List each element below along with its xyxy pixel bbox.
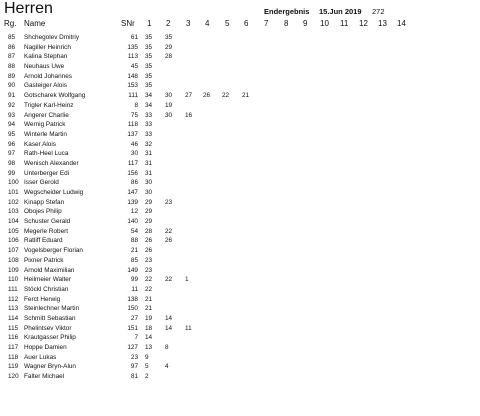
table-row: [0, 81, 480, 91]
run-1-cell: 35: [145, 43, 153, 51]
table-row: [0, 169, 480, 179]
run-1-cell: 28: [145, 227, 153, 235]
table-row: [0, 149, 480, 159]
name-cell: Vogelsberger Florian: [24, 247, 83, 255]
start-number-cell: 117: [127, 159, 138, 167]
start-number-cell: 75: [130, 111, 138, 119]
name-cell: Rath-Heel Luca: [24, 150, 69, 158]
name-cell: Wenisch Alexander: [24, 159, 79, 167]
table-row: [0, 198, 480, 208]
run-1-cell: 33: [145, 130, 153, 138]
run-1-cell: 21: [145, 305, 153, 313]
name-cell: Arnold Johannes: [24, 72, 72, 80]
rank-cell: 93: [8, 111, 16, 119]
rank-cell: 104: [8, 218, 19, 226]
table-row: [0, 304, 480, 314]
rank-cell: 101: [8, 189, 19, 196]
run-1-cell: 19: [145, 314, 153, 322]
table-row: [0, 324, 480, 334]
run-1-cell: 35: [145, 34, 153, 41]
run-2-cell: 29: [165, 43, 173, 51]
run-1-cell: 29: [145, 218, 153, 226]
table-row: [0, 372, 480, 382]
run-1-cell: 33: [145, 121, 153, 129]
rank-cell: 119: [8, 363, 19, 371]
run-2-cell: 23: [165, 198, 173, 206]
table-row: [0, 256, 480, 266]
start-number-cell: 12: [130, 208, 138, 216]
rank-cell: 88: [8, 63, 16, 71]
run-2-cell: 22: [165, 276, 173, 284]
start-number-cell: 8: [134, 101, 138, 109]
rank-cell: 99: [8, 169, 16, 177]
column-header-rank: Rg.: [4, 19, 17, 28]
rank-cell: 100: [8, 179, 19, 187]
name-cell: Unterberger Edi: [24, 169, 70, 177]
table-row: [0, 266, 480, 276]
run-2-cell: 30: [165, 111, 173, 119]
run-1-cell: 26: [145, 247, 153, 255]
run-1-cell: 35: [145, 63, 153, 71]
run-1-cell: 22: [145, 285, 153, 293]
name-cell: Ratliff Eduard: [24, 237, 63, 245]
start-number-cell: 86: [130, 179, 138, 187]
start-number-cell: 151: [127, 324, 138, 332]
rank-cell: 89: [8, 72, 16, 80]
run-2-cell: 14: [165, 324, 173, 332]
run-3-cell: 1: [185, 276, 189, 284]
start-number-cell: 135: [127, 43, 138, 51]
start-number-cell: 153: [127, 82, 138, 90]
column-header-run-6: 6: [244, 19, 249, 28]
name-cell: Hoppe Damien: [24, 344, 67, 351]
name-cell: Stöckl Christian: [24, 285, 69, 293]
table-row: [0, 130, 480, 140]
rank-cell: 120: [8, 373, 19, 381]
name-cell: Krautgasser Philip: [24, 334, 76, 342]
table-row: [0, 236, 480, 246]
start-number-cell: 7: [134, 334, 138, 342]
run-1-cell: 34: [145, 101, 153, 109]
run-1-cell: 29: [145, 208, 153, 216]
table-row: [0, 333, 480, 343]
start-number-cell: 99: [130, 276, 138, 284]
run-3-cell: 11: [185, 324, 192, 332]
run-4-cell: 26: [203, 92, 211, 100]
column-header-name: Name: [24, 19, 46, 28]
column-header-run-2: 2: [166, 19, 171, 28]
name-cell: Neuhaus Uwe: [24, 63, 65, 71]
start-number-cell: 97: [130, 363, 138, 371]
result-date: 15.Jun 2019: [319, 7, 362, 16]
rank-cell: 85: [8, 34, 16, 41]
run-1-cell: 35: [145, 53, 153, 61]
rank-cell: 91: [8, 92, 16, 100]
run-1-cell: 13: [145, 344, 153, 351]
rank-cell: 109: [8, 266, 19, 274]
table-row: [0, 140, 480, 150]
table-row: [0, 111, 480, 121]
rank-cell: 112: [8, 295, 19, 303]
rank-cell: 102: [8, 198, 19, 206]
table-row: [0, 62, 480, 72]
run-2-cell: 14: [165, 314, 173, 322]
name-cell: Kinapp Stefan: [24, 198, 65, 206]
start-number-cell: 30: [130, 150, 138, 158]
start-number-cell: 137: [127, 130, 138, 138]
table-row: [0, 362, 480, 372]
column-header-run-12: 12: [359, 19, 368, 28]
run-1-cell: 21: [145, 295, 153, 303]
name-cell: Phelintsev Viktor: [24, 324, 72, 332]
run-2-cell: 19: [165, 101, 173, 109]
run-2-cell: 30: [165, 92, 173, 100]
table-row: [0, 314, 480, 324]
run-1-cell: 14: [145, 334, 153, 342]
run-2-cell: 28: [165, 53, 173, 61]
run-1-cell: 23: [145, 256, 153, 264]
table-row: [0, 72, 480, 82]
rank-cell: 98: [8, 159, 16, 167]
name-cell: Gasteiger Alois: [24, 82, 67, 90]
name-cell: Obojes Philip: [24, 208, 62, 216]
table-row: [0, 246, 480, 256]
start-number-cell: 61: [130, 34, 138, 41]
run-1-cell: 29: [145, 198, 153, 206]
start-number-cell: 149: [127, 266, 138, 274]
column-header-row: [0, 19, 480, 31]
table-row: [0, 227, 480, 237]
column-header-run-14: 14: [397, 19, 406, 28]
column-header-run-8: 8: [284, 19, 289, 28]
table-row: [0, 101, 480, 111]
name-cell: Winterle Martin: [24, 130, 67, 138]
column-header-run-10: 10: [320, 19, 329, 28]
column-header-run-5: 5: [225, 19, 230, 28]
start-number-cell: 21: [130, 247, 138, 255]
run-1-cell: 30: [145, 179, 153, 187]
rank-cell: 105: [8, 227, 19, 235]
run-1-cell: 32: [145, 140, 153, 148]
name-cell: Nagiller Heinrich: [24, 43, 71, 51]
table-row: [0, 120, 480, 130]
run-1-cell: 9: [145, 353, 149, 361]
table-row: [0, 353, 480, 363]
run-1-cell: 2: [145, 373, 149, 381]
name-cell: Kalina Stephan: [24, 53, 68, 61]
rank-cell: 94: [8, 121, 16, 129]
start-number-cell: 150: [127, 305, 138, 313]
run-1-cell: 18: [145, 324, 153, 332]
run-1-cell: 31: [145, 159, 153, 167]
run-1-cell: 35: [145, 82, 153, 90]
run-1-cell: 33: [145, 111, 153, 119]
column-header-run-7: 7: [264, 19, 269, 28]
column-header-run-13: 13: [378, 19, 387, 28]
rank-cell: 110: [8, 276, 19, 284]
start-number-cell: 139: [127, 198, 138, 206]
start-number-cell: 156: [127, 169, 138, 177]
run-1-cell: 34: [145, 92, 153, 100]
rank-cell: 117: [8, 344, 19, 351]
name-cell: Pixner Patrick: [24, 256, 64, 264]
table-row: [0, 285, 480, 295]
run-1-cell: 22: [145, 276, 153, 284]
run-1-cell: 30: [145, 189, 153, 196]
name-cell: Wegscheider Ludwig: [24, 189, 84, 196]
start-number-cell: 138: [127, 295, 138, 303]
start-number-cell: 27: [130, 314, 138, 322]
run-1-cell: 35: [145, 72, 153, 80]
column-header-run-9: 9: [303, 19, 308, 28]
rank-cell: 116: [8, 334, 19, 342]
name-cell: Isser Gerold: [24, 179, 59, 187]
rank-cell: 114: [8, 314, 19, 322]
name-cell: Steinlechner Martin: [24, 305, 80, 313]
name-cell: Wagner Bryn-Alun: [24, 363, 76, 371]
name-cell: Shchegolev Dmitriy: [24, 34, 80, 41]
table-row: [0, 217, 480, 227]
run-1-cell: 23: [145, 266, 153, 274]
run-6-cell: 21: [242, 92, 250, 100]
name-cell: Kaser Alois: [24, 140, 56, 148]
run-3-cell: 27: [185, 92, 193, 100]
name-cell: Arnold Maximilian: [24, 266, 75, 274]
name-cell: Falter Michael: [24, 373, 65, 381]
column-header-snr: SNr: [121, 19, 135, 28]
rank-cell: 103: [8, 208, 19, 216]
run-2-cell: 4: [165, 363, 169, 371]
column-header-run-11: 11: [340, 19, 349, 28]
start-number-cell: 118: [127, 121, 138, 129]
run-2-cell: 35: [165, 34, 173, 41]
rank-cell: 92: [8, 101, 16, 109]
run-2-cell: 22: [165, 227, 173, 235]
column-header-run-1: 1: [147, 19, 152, 28]
start-number-cell: 113: [127, 53, 138, 61]
start-number-cell: 127: [127, 344, 138, 351]
rank-cell: 97: [8, 150, 16, 158]
run-2-cell: 8: [165, 344, 169, 351]
table-row: [0, 43, 480, 53]
start-number-cell: 148: [127, 72, 138, 80]
start-number-cell: 140: [127, 218, 138, 226]
run-5-cell: 22: [222, 92, 230, 100]
name-cell: Angerer Charlie: [24, 111, 69, 119]
name-cell: Wernig Patrick: [24, 121, 66, 129]
start-number-cell: 11: [131, 285, 138, 293]
table-row: [0, 295, 480, 305]
start-number-cell: 54: [130, 227, 138, 235]
name-cell: Heilmeier Walter: [24, 276, 71, 284]
name-cell: Schuster Gerald: [24, 218, 71, 226]
result-status: Endergebnis: [264, 7, 310, 16]
page-title: Herren: [4, 0, 53, 17]
rank-cell: 87: [8, 53, 16, 61]
start-number-cell: 85: [130, 256, 138, 264]
run-1-cell: 31: [145, 169, 153, 177]
name-cell: Gotscharek Wolfgang: [24, 92, 86, 100]
name-cell: Trigler Karl-Heinz: [24, 101, 74, 109]
start-number-cell: 23: [130, 353, 138, 361]
participant-count: 272: [372, 7, 385, 16]
table-row: [0, 207, 480, 217]
rank-cell: 108: [8, 256, 19, 264]
name-cell: Ferct Herwig: [24, 295, 61, 303]
rank-cell: 86: [8, 43, 16, 51]
name-cell: Auer Lukas: [24, 353, 57, 361]
run-3-cell: 16: [185, 111, 193, 119]
rank-cell: 118: [8, 353, 19, 361]
rank-cell: 90: [8, 82, 16, 90]
table-row: [0, 188, 480, 198]
run-2-cell: 26: [165, 237, 173, 245]
table-row: [0, 275, 480, 285]
run-1-cell: 31: [145, 150, 153, 158]
start-number-cell: 147: [127, 189, 138, 196]
table-row: [0, 343, 480, 353]
start-number-cell: 45: [130, 63, 138, 71]
column-header-run-4: 4: [205, 19, 210, 28]
start-number-cell: 46: [130, 140, 138, 148]
table-row: [0, 91, 480, 101]
table-row: [0, 159, 480, 169]
table-row: [0, 52, 480, 62]
start-number-cell: 111: [128, 92, 138, 100]
table-row: [0, 178, 480, 188]
name-cell: Schmitt Sebastian: [24, 314, 76, 322]
column-header-run-3: 3: [186, 19, 191, 28]
start-number-cell: 88: [130, 237, 138, 245]
rank-cell: 113: [8, 305, 19, 313]
rank-cell: 107: [8, 247, 19, 255]
rank-cell: 106: [8, 237, 19, 245]
rank-cell: 111: [8, 285, 18, 293]
table-row: [0, 33, 480, 43]
run-1-cell: 26: [145, 237, 153, 245]
rank-cell: 115: [8, 324, 19, 332]
results-table: [0, 33, 480, 382]
run-1-cell: 5: [145, 363, 149, 371]
rank-cell: 95: [8, 130, 16, 138]
rank-cell: 96: [8, 140, 16, 148]
name-cell: Megerle Robert: [24, 227, 69, 235]
start-number-cell: 81: [130, 373, 138, 381]
